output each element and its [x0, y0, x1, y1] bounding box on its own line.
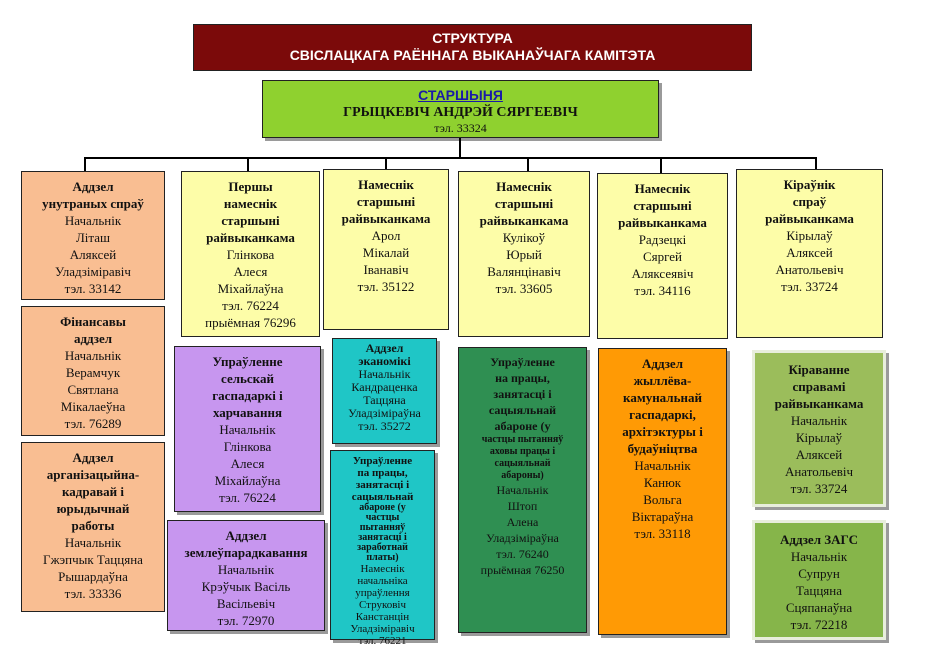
box-line: тэл. 76221	[358, 635, 407, 647]
box-line: тэл. 76224	[219, 490, 276, 505]
box-line: Начальнік	[790, 549, 848, 564]
box-title: харчавання	[212, 405, 283, 420]
box-line: тэл. 33142	[64, 281, 122, 296]
box-line: Анатольевіч	[775, 262, 844, 277]
box-title: Намеснік	[634, 181, 691, 196]
box-line: Святлана	[67, 382, 119, 397]
box-line: Начальнік	[634, 458, 691, 473]
box-line: Начальнік	[790, 413, 848, 428]
box-line: Гжэпчык Таццяна	[43, 552, 143, 567]
box-line: Аляксей	[69, 247, 117, 262]
box-title: гаспадаркі і	[212, 388, 283, 403]
box-land-management	[167, 520, 325, 631]
box-line: начальніка	[357, 575, 408, 587]
box-title: сацыяльнай	[351, 491, 414, 503]
box-title: занятасці і	[358, 532, 407, 543]
connector-drop-4	[527, 157, 529, 171]
box-title: Намеснік	[358, 177, 414, 192]
box-line: Аляксеявіч	[631, 266, 694, 281]
box-housing-construction	[598, 348, 727, 635]
box-title: заработнай	[357, 542, 408, 553]
chairman-name: ГРЫЦКЕВІЧ АНДРЭЙ СЯРГЕЕВІЧ	[343, 105, 578, 120]
box-title: Упраўленне	[212, 354, 283, 369]
box-title: райвыканкама	[479, 213, 569, 228]
box-line: Аляксей	[786, 245, 833, 260]
chairman-phone: тэл. 33324	[434, 121, 487, 135]
box-title: райвыканкама	[765, 211, 854, 226]
box-title: на працы,	[495, 371, 550, 385]
box-title: занятасці і	[493, 387, 552, 401]
box-title: камунальнай	[623, 390, 702, 405]
box-line: Уладзіміравіч	[55, 264, 131, 279]
box-line: Таццяна	[795, 583, 842, 598]
box-line: Кірылаў	[786, 228, 833, 243]
box-line: Глінкова	[223, 439, 272, 454]
box-title: работы	[71, 518, 115, 533]
box-title: намеснік	[223, 196, 278, 211]
box-line: прыёмная 76250	[480, 563, 565, 577]
box-title: Аддзел	[642, 356, 683, 371]
box-line: Канюк	[643, 475, 682, 490]
box-line: тэл. 33118	[634, 526, 691, 541]
box-title: арганізацыйна-	[46, 467, 140, 482]
box-title: абароны)	[501, 470, 544, 481]
box-agriculture	[174, 346, 321, 512]
box-line: тэл. 72970	[217, 613, 275, 628]
box-title: Аддзел	[72, 450, 114, 465]
box-line: Кірылаў	[795, 430, 843, 445]
box-line: тэл. 72218	[790, 617, 848, 632]
box-title: жыллёва-	[633, 373, 692, 388]
box-title: старшыні	[356, 194, 416, 209]
box-line: упраўлення	[355, 587, 410, 599]
box-line: Начальнік	[358, 367, 411, 381]
box-title: аховы працы і	[489, 446, 556, 457]
box-line: прыёмная 76296	[205, 315, 296, 330]
box-line: Алеся	[233, 264, 268, 279]
box-title: Аддзел ЗАГС	[780, 532, 858, 547]
box-line: Штоп	[507, 499, 538, 513]
box-title: кадравай і	[62, 484, 124, 499]
box-title: сацыяльнай	[488, 403, 557, 417]
box-org-hr	[21, 442, 165, 612]
box-line: Глінкова	[226, 247, 275, 262]
box-line: тэл. 33724	[781, 279, 838, 294]
box-title: частцы	[365, 512, 400, 523]
box-title: сельскай	[221, 371, 274, 386]
box-title: абароне (у	[359, 502, 406, 513]
box-line: Начальнік	[64, 213, 122, 228]
box-title: Упраўленне	[352, 455, 413, 467]
box-title: Першы	[228, 179, 273, 194]
box-line: Супрун	[798, 566, 840, 581]
box-title: землеўпарадкавання	[184, 545, 308, 560]
box-line: Канстанцін	[355, 611, 410, 623]
box-finance	[21, 306, 165, 436]
box-title: сацыяльнай	[494, 458, 551, 469]
box-internal-affairs	[21, 171, 165, 300]
box-line: Верамчук	[65, 365, 121, 380]
box-line: Валянцінавіч	[487, 264, 561, 279]
box-line: Літаш	[75, 230, 111, 245]
box-head-of-affairs	[736, 169, 883, 338]
box-line: Мікалай	[362, 245, 410, 260]
box-labor-social	[458, 347, 587, 633]
box-line: Радзецкі	[638, 232, 687, 247]
box-first-deputy	[181, 171, 320, 337]
box-line: Вольга	[643, 492, 682, 507]
box-line: Кандраценка	[351, 380, 418, 394]
box-line: Намеснік	[360, 563, 405, 575]
box-line: Начальнік	[219, 422, 276, 437]
box-line: тэл. 35122	[357, 279, 415, 294]
box-line: тэл. 33605	[495, 281, 553, 296]
box-title: Кіраванне	[788, 362, 850, 377]
box-line: Начальнік	[496, 483, 549, 497]
box-title: справамі	[792, 379, 846, 394]
box-line: тэл. 33724	[790, 481, 848, 496]
box-line: Юрый	[506, 247, 542, 262]
box-line: Кулікоў	[502, 230, 546, 245]
box-line: Уладзіміравіч	[350, 623, 415, 635]
box-title: пытанняў	[359, 522, 406, 533]
box-line: Васільевіч	[216, 596, 276, 611]
box-line: Начальнік	[64, 348, 122, 363]
box-line: Алена	[506, 515, 539, 529]
box-line: Арол	[371, 228, 401, 243]
box-labor-employment	[330, 450, 435, 647]
box-title: эканомікі	[358, 354, 411, 368]
box-line: тэл. 33336	[64, 586, 122, 601]
connector-drop-3	[385, 157, 387, 169]
box-line: Мікалаеўна	[60, 399, 126, 414]
box-title: Кіраўнік	[783, 177, 836, 192]
box-deputy-kulikou	[458, 171, 590, 337]
box-line: Уладзіміраўна	[486, 531, 559, 545]
box-line: Сяргей	[642, 249, 683, 264]
box-economy	[332, 338, 437, 444]
box-title: старшыні	[633, 198, 692, 213]
box-line: тэл. 76224	[222, 298, 279, 313]
box-line: Рышардаўна	[58, 569, 128, 584]
box-line: Міхайлаўна	[214, 473, 281, 488]
box-title: будаўніцтва	[627, 441, 698, 456]
box-title: райвыканкама	[341, 211, 431, 226]
box-line: Начальнік	[64, 535, 122, 550]
connector-vertical-main	[459, 138, 461, 159]
connector-horizontal	[84, 157, 817, 159]
box-title: Аддзел	[225, 528, 267, 543]
box-deputy-arol	[323, 169, 449, 330]
box-line: тэл. 76240	[496, 547, 549, 561]
box-title: унутраных спраў	[42, 196, 144, 211]
box-title: Намеснік	[496, 179, 552, 194]
chairman-box	[262, 80, 659, 138]
box-zags	[752, 520, 886, 640]
box-line: Струковіч	[358, 599, 407, 611]
box-title: аддзел	[73, 331, 113, 346]
box-title: Аддзел	[365, 341, 404, 355]
box-title: Фінансавы	[60, 314, 126, 329]
box-line: тэл. 76289	[64, 416, 122, 431]
box-administration	[752, 350, 886, 507]
box-title: старшыні	[221, 213, 280, 228]
box-title: частцы пытанняў	[481, 434, 564, 445]
box-line: Таццяна	[363, 393, 406, 407]
chairman-role: СТАРШЫНЯ	[418, 87, 503, 103]
box-line: Іванавіч	[363, 262, 409, 277]
connector-drop-1	[84, 157, 86, 171]
box-title: юрыдычнай	[56, 501, 130, 516]
box-deputy-radzetski	[597, 173, 728, 339]
box-title: Аддзел	[72, 179, 114, 194]
box-title: абароне (у	[494, 419, 551, 433]
box-title: райвыканкама	[618, 215, 707, 230]
box-line: Анатольевіч	[784, 464, 854, 479]
title-line-2: СВІСЛАЦКАГА РАЁННАГА ВЫКАНАЎЧАГА КАМІТЭТА	[289, 47, 656, 63]
box-title: платы)	[366, 552, 399, 563]
box-line: Крэўчык Васіль	[201, 579, 291, 594]
box-line: Сцяпанаўна	[785, 600, 853, 615]
box-line: Аляксей	[795, 447, 843, 462]
box-line: Алеся	[230, 456, 265, 471]
chart-title	[193, 24, 752, 71]
title-line-1: СТРУКТУРА	[432, 30, 513, 46]
box-title: старшыні	[494, 196, 554, 211]
connector-drop-2	[247, 157, 249, 171]
box-title: спраў	[792, 194, 827, 209]
box-line: Уладзіміраўна	[348, 406, 421, 420]
box-title: занятасці і	[355, 479, 410, 491]
box-title: Упраўленне	[490, 355, 555, 369]
box-line: тэл. 35272	[358, 419, 411, 433]
box-line: Міхайлаўна	[217, 281, 284, 296]
box-title: гаспадаркі,	[629, 407, 696, 422]
box-title: па працы,	[357, 467, 408, 479]
box-title: архітэктуры і	[622, 424, 703, 439]
connector-drop-5	[660, 157, 662, 173]
box-line: Віктараўна	[631, 509, 694, 524]
box-title: райвыканкама	[774, 396, 864, 411]
box-line: тэл. 34116	[634, 283, 691, 298]
box-line: Начальнік	[217, 562, 275, 577]
box-title: райвыканкама	[206, 230, 295, 245]
